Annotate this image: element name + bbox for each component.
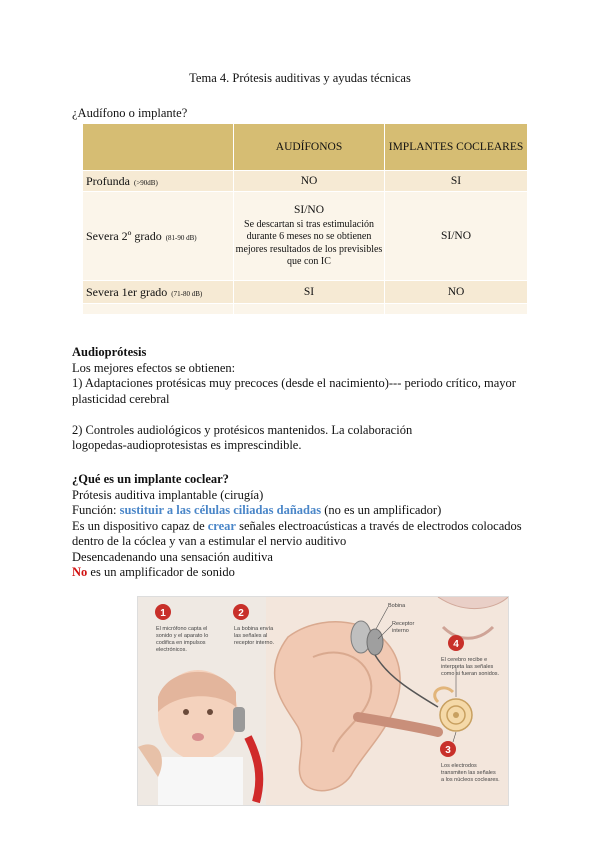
implante-funcion <box>72 503 532 519</box>
illustration-svg <box>138 597 508 805</box>
implante-heading: ¿Qué es un implante coclear? <box>72 472 229 486</box>
disp-highlight: crear <box>207 518 236 533</box>
cell-implantes: NO <box>385 281 528 304</box>
step-3-badge <box>440 741 456 757</box>
funcion-suffix: (no es un amplificador) <box>321 503 442 517</box>
disp-suffix: señales electroacústicas a través de electrodos colocados <box>235 518 522 533</box>
cell-implantes: SI/NO <box>385 192 528 281</box>
page-title: Tema 4. Prótesis auditivas y ayudas técnicas <box>189 71 411 85</box>
bobina-label: Bobina <box>388 603 406 609</box>
section-question: ¿Audífono o implante? <box>72 106 188 120</box>
cell-implantes: SI <box>385 171 528 192</box>
funcion-highlight: sustituir a las células ciliadas dañadas <box>119 503 322 517</box>
row-label-text: Severa 2º grado <box>86 228 162 243</box>
cochlear-implant-illustration <box>137 596 509 806</box>
no-suffix: es un amplificador de sonido <box>87 565 235 579</box>
table-row <box>83 281 527 304</box>
audioprotesis-intro: Los mejores efectos se obtienen: <box>72 360 236 375</box>
no-word: No <box>72 565 88 579</box>
table-header-row <box>83 124 527 171</box>
step-1-number: 1 <box>160 608 166 619</box>
receptor-label-line: interno <box>392 628 409 634</box>
step-4-text-line: como si fueran sonidos. <box>441 671 500 677</box>
step-4-text-line: interpreta las señales <box>441 664 494 670</box>
cell-value: SI/NO <box>293 203 325 216</box>
step-3-text-line: transmiten las señales <box>441 770 496 776</box>
step-1-text-line: electrónicos. <box>156 647 187 653</box>
audioprotesis-item-2-cont: logopedas-audioprotesistas es imprescindible. <box>72 438 302 452</box>
row-label <box>83 171 234 192</box>
audioprotesis-item-2: 2) Controles audiológicos y protésicos mantenidos. La colaboración <box>72 422 413 437</box>
row-range: (>90dB) <box>134 178 158 187</box>
row-label-text: Severa 1er grado <box>86 284 168 299</box>
step-3-text-line: Los electrodos <box>441 763 477 769</box>
cell-audifonos: NO <box>234 171 385 192</box>
implante-no-line <box>72 565 532 581</box>
implante-dispositivo <box>72 519 532 535</box>
implante-line-1: Prótesis auditiva implantable (cirugía) <box>72 487 264 502</box>
cell-audifonos <box>234 192 385 281</box>
cell-audifonos: SI <box>234 281 385 304</box>
step-2-number: 2 <box>238 608 244 619</box>
step-2-badge <box>233 604 249 620</box>
audioprotesis-section <box>72 345 532 454</box>
row-label <box>83 281 234 304</box>
audioprotesis-item-1: 1) Adaptaciones protésicas muy precoces (desde el nacimiento)--- periodo crítico, mayor plasticidad cerebral <box>72 376 516 406</box>
step-2-text-line: La bobina envía <box>234 626 274 632</box>
step-4-number: 4 <box>453 639 459 650</box>
funcion-prefix: Función: <box>72 503 120 517</box>
step-4-text-line: El cerebro recibe e <box>441 657 488 663</box>
table-footer-row <box>83 304 527 315</box>
step-2-text-line: receptor interno. <box>234 640 275 646</box>
table-header-empty <box>83 124 234 171</box>
step-1-text-line: sonido y el aparato lo <box>156 633 209 639</box>
step-3-text-line: a los núcleos cocleares. <box>441 777 500 783</box>
comparison-table <box>83 124 527 314</box>
step-4-badge <box>448 635 464 651</box>
table-header-implantes: IMPLANTES COCLEARES <box>385 124 528 171</box>
step-1-text-line: codifica en impulsos <box>156 640 206 646</box>
implante-section <box>72 472 532 581</box>
implante-dispositivo-cont: dentro de la cóclea y van a estimular el nervio auditivo <box>72 534 347 548</box>
table-header-audifonos: AUDÍFONOS <box>234 124 385 171</box>
row-label <box>83 192 234 281</box>
receptor-label-line: Receptor <box>392 621 415 627</box>
step-3-number: 3 <box>445 745 451 756</box>
row-label-text: Profunda <box>86 173 130 188</box>
processor-device <box>233 707 245 732</box>
disp-prefix: Es un dispositivo capaz de <box>72 518 208 533</box>
row-range: (71-80 dB) <box>171 289 203 298</box>
step-1-badge <box>155 604 171 620</box>
receptor-device <box>367 629 383 655</box>
row-range: (81-90 dB) <box>165 233 197 242</box>
implante-line-4: Desencadenando una sensación auditiva <box>72 549 273 564</box>
audioprotesis-heading: Audioprótesis <box>72 345 147 359</box>
step-2-text-line: las señales al <box>234 633 268 639</box>
step-1-text-line: El micrófono capta el <box>156 626 208 632</box>
cell-note: Se descartan si tras estimulación durante 6 meses no se obtienen mejores resultados de los previsibles que con IC <box>235 218 383 267</box>
table-row <box>83 192 527 281</box>
table-row <box>83 171 527 192</box>
